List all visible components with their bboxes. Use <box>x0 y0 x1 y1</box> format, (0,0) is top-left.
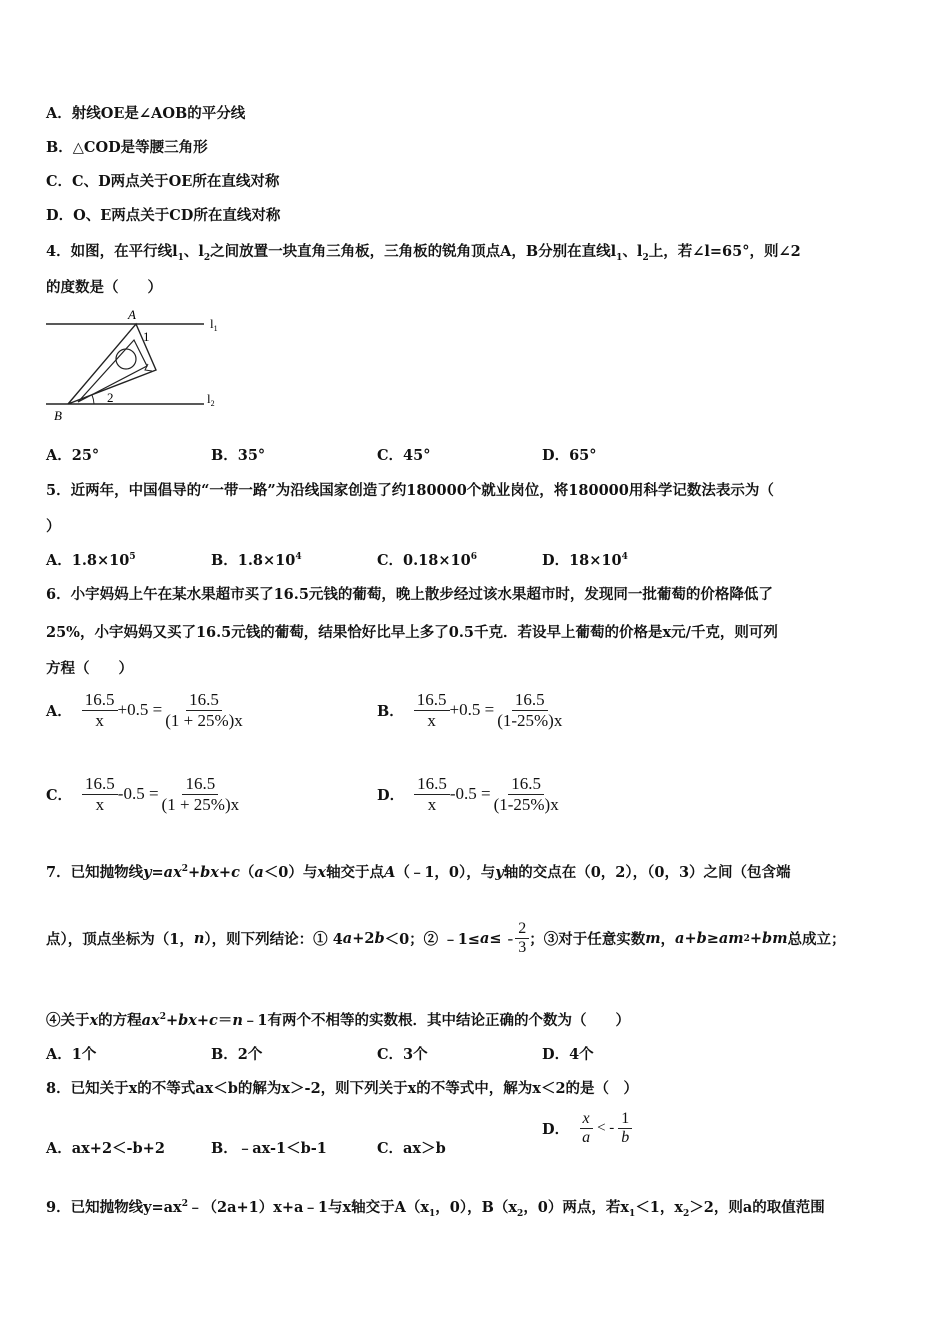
q6-option-c: C． $\frac{16.5}{x}$ -0.5 = $\frac{16.5}{(1 + 25\%)x}$ <box>46 774 240 814</box>
q6-stem-line3: 方程（ ） <box>46 660 133 677</box>
q5-option-d: D．$18\times 10^4$ <box>542 552 628 569</box>
q8-stem: 8．已知关于x的不等式ax＜b的解为x＞-2，则下列关于x的不等式中，解为x＜2的是（ ） <box>46 1080 639 1097</box>
q4-label-l1: $l_1$ <box>210 316 218 333</box>
q6-option-d: D． $\frac{16.5}{x}$ -0.5 = $\frac{16.5}{(1-25\%)x}$ <box>377 774 559 814</box>
q4-option-d: D．65° <box>542 447 597 464</box>
q5-option-a: A．$1.8\times 10^5$ <box>46 552 136 569</box>
q4-label-b: B <box>54 408 62 423</box>
q3-option-a: A．射线OE是∠AOB的平分线 <box>46 105 246 122</box>
q5-option-b: B．$1.8\times 10^4$ <box>211 552 302 569</box>
q4-option-a: A．25° <box>46 447 100 464</box>
q5-option-c: C．$0.18\times 10^6$ <box>377 552 477 569</box>
q7-stem-line1: 7．已知抛物线$y=ax^2+bx+c(a<0)$与x轴交于点A（﹣1，0），与y轴的交点在（0，2），（0，3）之间（包含端 <box>46 864 791 881</box>
q7-option-c: C．3个 <box>377 1046 428 1063</box>
q7-option-b: B．2个 <box>211 1046 263 1063</box>
q3-option-c: C．C、D两点关于OE所在直线对称 <box>46 173 280 190</box>
q7-option-a: A．1个 <box>46 1046 97 1063</box>
q7-stem-line2: 点），顶点坐标为（1， n ），则下列结论：① 4 a +2 b ＜0；② ﹣1≤ a ≤ - $\frac{2}{3}$ ；③对于任意实数 m ， a+b ≥ am 2 +bm 总成立； <box>46 920 846 957</box>
q4-stem-line1: 4．如图，在平行线$l_1$、$l_2$之间放置一块直角三角板，三角板的锐角顶点A，B分别在直线$l_1$、$l_2$上，若∠l=65°，则∠2 <box>46 243 801 263</box>
q8-option-a: A．ax+2＜-b+2 <box>46 1140 165 1157</box>
q6-option-a: A． $\frac{16.5}{x}$ +0.5 = $\frac{16.5}{(1 + 25\%)x}$ <box>46 690 243 730</box>
q4-stem-line2: 的度数是（ ） <box>46 279 162 296</box>
q9-stem: 9．已知抛物线$y=ax^2﹣(2a+1)x+a﹣1$与x轴交于$A(x_1$，0），$B(x_2$，0）两点，若$x_1<1$，$x_2>2$，则a的取值范围 <box>46 1199 825 1219</box>
q5-stem-line1: 5．近两年，中国倡导的“一带一路”为沿线国家创造了约180000个就业岗位，将180000用科学记数法表示为（ <box>46 482 774 499</box>
q3-option-b: B．△COD是等腰三角形 <box>46 139 208 156</box>
q4-label-a: A <box>128 307 136 322</box>
q8-option-d: D． $\frac{x}{a}$ < - $\frac{1}{b}$ <box>542 1110 632 1148</box>
q4-option-b: B．35° <box>211 447 266 464</box>
q6-option-b: B． $\frac{16.5}{x}$ +0.5 = $\frac{16.5}{(1-25\%)x}$ <box>377 690 563 730</box>
q8-option-b: B．﹣ax-1＜b-1 <box>211 1140 327 1157</box>
q4-label-l2: $l_2$ <box>207 391 215 408</box>
q5-stem-line2: ） <box>46 518 61 535</box>
q4-option-c: C．45° <box>377 447 431 464</box>
q7-stem-line3: ④关于x的方程$ax^2+bx+c=n﹣1$有两个不相等的实数根．其中结论正确的个数为（ ） <box>46 1012 631 1029</box>
q6-stem-line1: 6．小宇妈妈上午在某水果超市买了16.5元钱的葡萄，晚上散步经过该水果超市时，发现同一批葡萄的价格降低了 <box>46 586 773 603</box>
q8-option-c: C．ax＞b <box>377 1140 446 1157</box>
q4-angle-1: 1 <box>143 329 150 344</box>
q4-figure <box>44 306 234 424</box>
q6-stem-line2: 25%，小宇妈妈又买了16.5元钱的葡萄，结果恰好比早上多了0.5千克．若设早上葡萄的价格是x元/千克，则可列 <box>46 624 778 641</box>
q4-angle-2: 2 <box>107 390 114 405</box>
q3-option-d: D．O、E两点关于CD所在直线对称 <box>46 207 281 224</box>
q7-option-d: D．4个 <box>542 1046 594 1063</box>
